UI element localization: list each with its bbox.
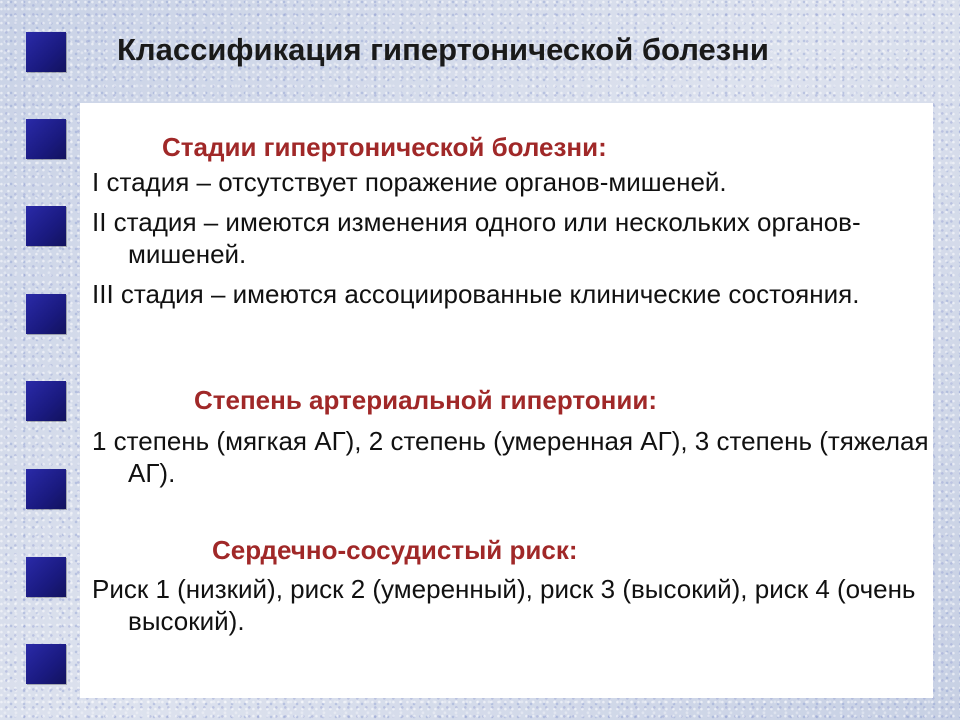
blue-square-icon: [26, 206, 66, 246]
blue-square-icon: [26, 381, 66, 421]
blue-square-icon: [26, 119, 66, 159]
stage-item: II стадия – имеются изменения одного или нескольких органов-мишеней.: [92, 207, 861, 269]
blue-square-icon: [26, 294, 66, 334]
section-heading-stages: Стадии гипертонической болезни:: [162, 132, 607, 162]
decorative-bullet-column: [0, 0, 80, 720]
slide-title: Классификация гипертонической болезни: [117, 32, 769, 67]
degree-item: 1 степень (мягкая АГ), 2 степень (умеренная АГ), 3 степень (тяжелая АГ).: [92, 426, 929, 488]
blue-square-icon: [26, 557, 66, 597]
blue-square-icon: [26, 32, 66, 72]
section-heading-degree: Степень артериальной гипертонии:: [194, 385, 657, 415]
risk-item: Риск 1 (низкий), риск 2 (умеренный), риск 3 (высокий), риск 4 (очень высокий).: [92, 574, 916, 636]
blue-square-icon: [26, 469, 66, 509]
content-panel: [80, 103, 933, 698]
stage-item: I стадия – отсутствует поражение органов-мишеней.: [92, 167, 727, 197]
stage-item: III стадия – имеются ассоциированные клинические состояния.: [92, 279, 860, 309]
section-heading-risk: Сердечно-сосудистый риск:: [212, 535, 578, 565]
blue-square-icon: [26, 644, 66, 684]
